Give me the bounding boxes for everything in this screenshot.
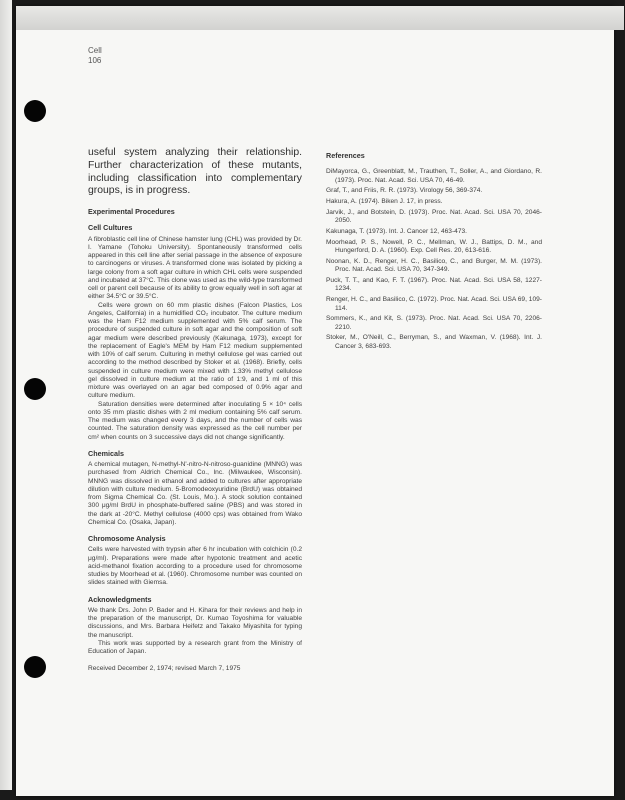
paragraph: Cells were grown on 60 mm plastic dishes (Falcon Plastics, Los Angeles, California) in a humidified CO₂ incubator. The culture medium was the Ham F12 medium supplemented with 5% calf serum. The procedure of suspended culture in soft agar and the composition of soft agar medium were described previously (Kakunaga, 1973), except for the replacement of Eagle's MEM by Ham F12 medium supplemented with 10% of calf serum. Culturing in methyl cellulose gel was carried out according to the method described by Stoker et al. (1968). Briefly, cells suspended in culture medium were mixed with 1.33% methyl cellulose gel dissolved in culture medium at the ratio of 1:9, and 1 ml of this mixture was overlayed on an agar bed composed of 0.9% agar and culture medium. [88,301,302,400]
paragraph: We thank Drs. John P. Bader and H. Kihara for their reviews and help in the preparation of the manuscript, Dr. Kumao Toyoshima for valuable discussions, and Mrs. Barbara Heifetz and Takako Miyashita for typing the manuscript. [88,606,302,639]
reference-item: Sommers, K., and Kit, S. (1973). Proc. Nat. Acad. Sci. USA 70, 2206-2210. [326,315,542,331]
section-heading-experimental: Experimental Procedures [88,207,175,217]
subheading-chromosome-analysis: Chromosome Analysis [88,534,166,544]
paragraph: A chemical mutagen, N-methyl-N'-nitro-N-nitroso-guanidine (MNNG) was purchased from Aldrich Chemical Co., Inc. (Milwaukee, Wisconsin). MNNG was dissolved in ethanol and added to cultures after appropriate dilution with culture medium. 5-Bromodeoxyuridine (BrdU) was obtained from Sigma Chemical Co. (St. Louis, Mo.). A stock solution contained 300 μg/ml BrdU in phosphate-buffered saline (PBS) and was stored in the dark at -20°C. Methyl cellulose (4000 cps) was obtained from Wako Chemical Co. (Osaka, Japan). [88,461,302,526]
reference-item: Renger, H. C., and Basilico, C. (1972). Proc. Nat. Acad. Sci. USA 69, 109-114. [326,296,542,312]
running-header [88,46,102,66]
reference-item: Noonan, K. D., Renger, H. C., Basilico, C., and Burger, M. M. (1973). Proc. Nat. Acad. Sci. USA 70, 347-349. [326,258,542,274]
paragraph: This work was supported by a research grant from the Ministry of Education of Japan. [88,639,302,656]
subheading-acknowledgments: Acknowledgments [88,594,152,604]
right-column [326,152,542,354]
reference-item: Graf, T., and Friis, R. R. (1973). Virology 56, 369-374. [326,187,483,195]
reference-item: Jarvik, J., and Botstein, D. (1973). Proc. Nat. Acad. Sci. USA 70, 2046-2050. [326,209,542,225]
binder-hole-bottom [24,656,46,678]
section-chromosome-analysis [88,535,302,588]
binder-hole-middle [24,378,46,400]
reference-item: Stoker, M., O'Neill, C., Berryman, S., and Waxman, V. (1968). Int. J. Cancer 3, 683-693. [326,334,542,350]
paragraph: Cells were harvested with trypsin after 6 hr incubation with colchicin (0.2 μg/ml). Preparations were made after hypotonic treatment and acetic acid-methanol fixation according to a procedure used for chromosome studies by Moorhead et al. (1960). Chromosome number was counted on slides stained with Giemsa. [88,546,302,587]
subheading-chemicals: Chemicals [88,448,124,458]
page-number: 106 [88,56,102,65]
reference-item: Hakura, A. (1974). Biken J. 17, in press. [326,198,443,206]
section-acknowledgments [88,596,302,657]
reference-item: Kakunaga, T. (1973). Int. J. Cancer 12, 463-473. [326,228,467,236]
left-column [88,147,302,674]
paragraph: A fibroblastic cell line of Chinese hamster lung (CHL) was provided by Dr. I. Yamane (Tohoku University). Spontaneously transformed cells appeared in this cell line after serial passage in the absence of exposure to carcinogens or viruses. A transformed clone was isolated by picking a large colony from a soft agar culture in which CHL cells were suspended and incubated at 37°C. This clone was used as the wild-type transformed cell or parent cell because of its ability to grow equally well in soft agar at either 34.5°C or 39.5°C. [88,235,302,301]
paragraph: Saturation densities were determined after inoculating 5 × 10⁴ cells onto 35 mm plastic dishes with 2 ml medium containing 5% calf serum. The medium was changed every 3 days, and the number of cells was counted. The saturation density was expressed as the cell number per cm² when counts on 3 successive days did not change significantly. [88,400,302,441]
section-cell-cultures [88,224,302,442]
page-top-edge [16,6,624,30]
binder-hole-top [24,100,46,122]
section-chemicals [88,450,302,527]
page-right-edge [0,0,12,790]
reference-item: Moorhead, P. S., Nowell, P. C., Mellman, W. J., Battips, D. M., and Hungerford, D. A. (1960). Exp. Cell Res. 20, 613-616. [326,238,542,255]
received-date: Received December 2, 1974; revised March 7, 1975 [88,665,241,673]
reference-item: Puck, T. T., and Kao, F. T. (1967). Proc. Nat. Acad. Sci. USA 58, 1227-1234. [326,277,542,293]
lead-paragraph: useful system analyzing their relationship. Further characterization of these mutants, including classification into complementary groups, is in progress. [88,147,302,197]
references-heading: References [326,151,365,160]
journal-name: Cell [88,46,102,55]
subheading-cell-cultures: Cell Cultures [88,223,133,233]
reference-item: DiMayorca, G., Greenblatt, M., Trauthen, T., Soller, A., and Giordano, R. (1973). Proc. Nat. Acad. Sci. USA 70, 46-49. [326,168,542,184]
